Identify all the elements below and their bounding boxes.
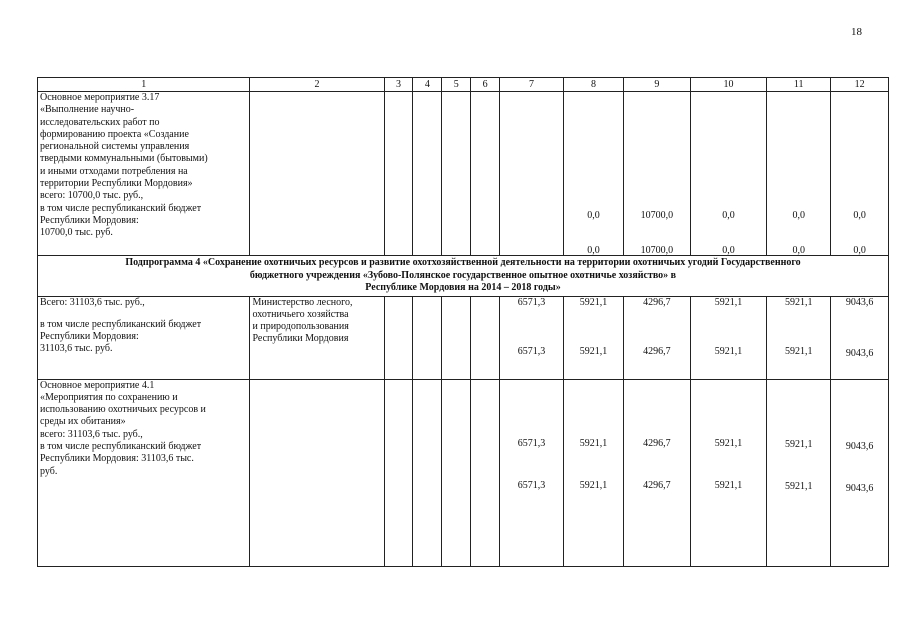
total-value: 6571,3 bbox=[517, 296, 546, 308]
description-line: «Мероприятия по сохранению и bbox=[40, 391, 178, 403]
empty-cell bbox=[413, 92, 442, 256]
value-cell bbox=[690, 92, 766, 256]
empty-cell bbox=[442, 379, 471, 566]
total-value: 0,0 bbox=[587, 210, 600, 221]
budget-value: 4296,7 bbox=[643, 479, 671, 491]
executor-line: и природопользования bbox=[252, 321, 349, 333]
subprogram-title-line: Подпрограмма 4 «Сохранение охотничьих ресурсов и развитие охотхозяйственной деятельности на территории охотничьих угодий Государственного bbox=[125, 257, 801, 268]
description-line: территории Республики Мордовия» bbox=[40, 178, 193, 190]
value-cell bbox=[623, 296, 690, 379]
value-cell bbox=[767, 92, 831, 256]
description-line: использованию охотничьих ресурсов и bbox=[40, 404, 206, 416]
value-cell bbox=[831, 92, 889, 256]
value-cell bbox=[623, 92, 690, 256]
subprogram-title-line: Республике Мордовия на 2014 – 2018 годы» bbox=[365, 282, 561, 293]
executor-cell bbox=[250, 379, 384, 566]
description-line: «Выполнение научно- bbox=[40, 104, 135, 116]
empty-cell bbox=[471, 92, 500, 256]
empty-cell bbox=[500, 92, 564, 256]
executor-line: Республики Мордовия bbox=[252, 333, 349, 345]
budget-value: 9043,6 bbox=[845, 347, 874, 359]
description-line: руб. bbox=[40, 465, 58, 477]
budget-value: 5921,1 bbox=[784, 480, 813, 492]
empty-cell bbox=[471, 296, 500, 379]
value-cell bbox=[564, 379, 624, 566]
measure-description bbox=[38, 379, 250, 566]
column-number: 7 bbox=[500, 78, 564, 92]
empty-cell bbox=[413, 379, 442, 566]
table-row bbox=[38, 92, 889, 256]
budget-value: 5921,1 bbox=[579, 345, 608, 357]
column-number: 5 bbox=[442, 78, 471, 92]
value-cell bbox=[767, 296, 831, 379]
value-cell bbox=[831, 296, 889, 379]
column-number: 12 bbox=[831, 78, 889, 92]
column-number: 8 bbox=[564, 78, 624, 92]
description-line: в том числе республиканский бюджет bbox=[40, 440, 202, 452]
value-cell bbox=[690, 379, 766, 566]
total-value: 10700,0 bbox=[640, 210, 674, 221]
budget-value: 0,0 bbox=[587, 245, 600, 256]
total-value: 4296,7 bbox=[643, 296, 671, 308]
description-line: и иными отходами потребления на bbox=[40, 165, 188, 177]
budget-value: 5921,1 bbox=[579, 479, 608, 491]
budget-value: 4296,7 bbox=[643, 345, 671, 357]
value-cell bbox=[767, 379, 831, 566]
description-line: Основное мероприятие 3.17 bbox=[40, 92, 160, 103]
column-number: 2 bbox=[250, 78, 384, 92]
total-value: 5921,1 bbox=[714, 437, 743, 449]
value-cell bbox=[623, 379, 690, 566]
empty-cell bbox=[384, 296, 413, 379]
subprogram-title-line: бюджетного учреждения «Зубово-Полянское государственное опытное охотничье хозяйство» в bbox=[249, 269, 677, 281]
total-value: 6571,3 bbox=[517, 437, 546, 449]
budget-value: 6571,3 bbox=[517, 479, 546, 491]
empty-cell bbox=[442, 296, 471, 379]
description-line: Республики Мордовия: 31103,6 тыс. bbox=[40, 453, 194, 465]
column-number-row bbox=[38, 78, 889, 92]
description-line: Республики Мордовия: bbox=[40, 214, 139, 226]
table-row bbox=[38, 296, 889, 379]
subprogram-title bbox=[38, 256, 889, 297]
description-line: Республики Мордовия: bbox=[40, 330, 139, 342]
total-value: 9043,6 bbox=[845, 296, 874, 308]
executor-line: охотничьего хозяйства bbox=[252, 308, 349, 320]
executor-line: Министерство лесного, bbox=[252, 296, 353, 308]
empty-cell bbox=[384, 92, 413, 256]
value-cell bbox=[690, 296, 766, 379]
total-value: 0,0 bbox=[722, 210, 735, 221]
column-number: 1 bbox=[38, 78, 250, 92]
total-value: 5921,1 bbox=[784, 438, 813, 450]
empty-cell bbox=[413, 296, 442, 379]
measure-description bbox=[38, 296, 250, 379]
total-value: 5921,1 bbox=[714, 296, 743, 308]
empty-cell bbox=[442, 92, 471, 256]
total-value: 5921,1 bbox=[579, 296, 608, 308]
description-line: формированию проекта «Создание bbox=[40, 128, 189, 140]
description-line: региональной системы управления bbox=[40, 141, 190, 153]
measure-description bbox=[38, 92, 250, 256]
empty-cell bbox=[384, 379, 413, 566]
column-number: 10 bbox=[690, 78, 766, 92]
description-line: исследовательских работ по bbox=[40, 116, 160, 128]
total-value: 0,0 bbox=[853, 210, 866, 221]
budget-value: 5921,1 bbox=[784, 345, 813, 357]
column-number: 9 bbox=[623, 78, 690, 92]
column-number: 3 bbox=[384, 78, 413, 92]
column-number: 4 bbox=[413, 78, 442, 92]
budget-value: 5921,1 bbox=[714, 479, 743, 491]
executor-cell bbox=[250, 92, 384, 256]
budget-value: 0,0 bbox=[722, 245, 735, 256]
budget-value: 5921,1 bbox=[714, 345, 743, 357]
description-line: твердыми коммунальными (бытовыми) bbox=[40, 153, 208, 165]
description-line: в том числе республиканский бюджет bbox=[40, 318, 202, 330]
description-line: среды их обитания» bbox=[40, 416, 126, 428]
description-line: всего: 31103,6 тыс. руб., bbox=[40, 428, 143, 440]
column-number: 11 bbox=[767, 78, 831, 92]
description-line: в том числе республиканский бюджет bbox=[40, 202, 202, 214]
budget-value: 9043,6 bbox=[845, 482, 874, 494]
total-value: 5921,1 bbox=[784, 296, 813, 308]
value-cell bbox=[564, 296, 624, 379]
subprogram-row bbox=[38, 256, 889, 297]
description-line: 10700,0 тыс. руб. bbox=[40, 227, 113, 239]
budget-value: 10700,0 bbox=[640, 245, 674, 256]
description-line: 31103,6 тыс. руб. bbox=[40, 343, 113, 355]
description-line: всего: 10700,0 тыс. руб., bbox=[40, 190, 144, 202]
total-value: 0,0 bbox=[792, 210, 805, 221]
budget-value: 0,0 bbox=[792, 245, 805, 256]
total-value: 9043,6 bbox=[845, 440, 874, 452]
value-cell bbox=[831, 379, 889, 566]
executor-cell bbox=[250, 296, 384, 379]
column-number: 6 bbox=[471, 78, 500, 92]
value-cell bbox=[500, 296, 564, 379]
page-number: 18 bbox=[851, 26, 862, 38]
value-cell bbox=[500, 379, 564, 566]
description-line: Основное мероприятие 4.1 bbox=[40, 379, 155, 391]
program-table bbox=[37, 77, 889, 567]
total-value: 4296,7 bbox=[643, 437, 671, 449]
budget-value: 0,0 bbox=[853, 245, 866, 256]
value-cell bbox=[564, 92, 624, 256]
table-row bbox=[38, 379, 889, 566]
empty-cell bbox=[471, 379, 500, 566]
description-line: Всего: 31103,6 тыс. руб., bbox=[40, 296, 145, 308]
budget-value: 6571,3 bbox=[517, 345, 546, 357]
total-value: 5921,1 bbox=[579, 437, 608, 449]
